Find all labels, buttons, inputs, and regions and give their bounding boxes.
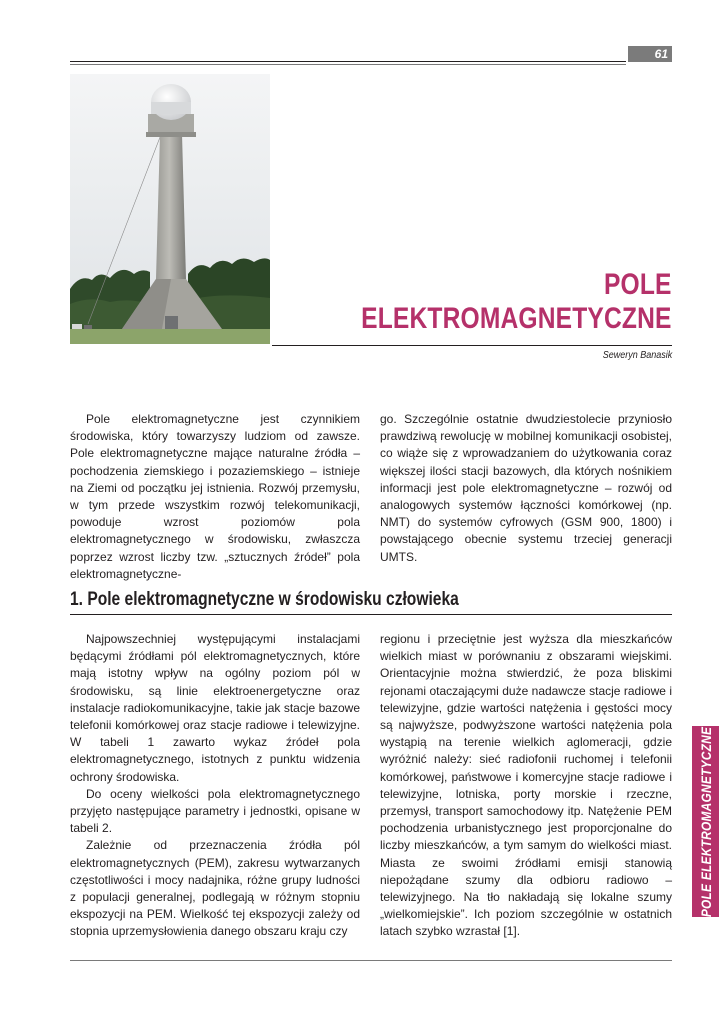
article-title [293,268,672,336]
footer-rule [70,960,672,961]
header-rule-thin [70,64,626,65]
title-line-2: ELEKTROMAGNETYCZNE [361,302,672,335]
side-tab [692,726,719,917]
page-number-box [628,46,672,62]
page-number: 61 [654,47,668,61]
section-heading: 1. Pole elektromagnetyczne w środowisku człowieka [70,589,459,610]
paragraph: Najpowszechniej występującymi instalacjami będącymi źródłami pól elektromagnetycznych, które mają istotny wpływ na ogólny poziom pól w środowisku, są linie elektroenergetyczne oraz instalacje radiokomunikacyjne, takie jak stacje bazowe telefonii komórkowej oraz stacje radiowe i telewizyjne. W tabeli 1 zawarto wykaz źródeł pola elektromagnetycznego, istotnych z punktu widzenia ochrony środowiska. [70,632,360,784]
paragraph: Zależnie od przeznaczenia źródła pól elektromagnetycznych (PEM), zakresu wytwarzanych częstotliwości i mocy nadajnika, różne grupy ludności z populacji generalnej, podlegają w różnym stopniu ekspozycji na PEM. Wielkość tej ekspozycji zależy od stopnia uprzemysłowienia danego obszaru kraju czy [70,838,360,939]
title-line-1: POLE [604,268,672,301]
paragraph: regionu i przeciętnie jest wyższa dla mieszkańców wielkich miast w porównaniu z obszarami wiejskimi. Orientacyjnie można stwierdzić, że poza bliskimi rejonami otaczającymi duże nadawcze stacje radiowe i telewizyjne, gdzie wartości natężenia i gęstości mocy są najwyższe, podwyższone wartości natężenia pola wystąpią na terenie wielkich aglomeracji, gdzie wyróżnić należy: sieć radiofonii ruchomej i telefonii komórkowej, państwowe i komercyjne stacje radiowe i telewizyjne, lotniska, porty morskie i rzeczne, przemysł, transport samochodowy itp. Natężenie PEM pochodzenia urbanistycznego jest proporcjonalne do liczby mieszkańców, a tym samym do wielkości miast. Miasta ze swoimi źródłami emisji stanowią niepożądane szumy dla odbioru radiowo – telewizyjnego. Na tło nakładają się lokalne szumy „wielkomiejskie”. Ich poziom szczególnie w ostatnich latach szybko wzrastał [1]. [380,632,672,939]
paragraph: Pole elektromagnetyczne jest czynnikiem środowiska, który towarzyszy ludziom od zawsze. Pole elektromagnetyczne mające naturalne źródła – pochodzenia ziemskiego i pozaziemskiego – istnieje na Ziemi od początku jej istnienia. Rozwój przemysłu, w tym przede wszystkim rozwój telekomunikacji, powoduje wzrost poziomów pola elektromagnetycznego w środowisku, zwłaszcza poprzez wzrost liczby tzw. „sztucznych źródeł” pola elektromagnetyczne- [70,412,360,581]
intro-left-column [70,411,360,583]
intro-right-column [380,411,672,566]
author: Seweryn Banasik [602,350,672,361]
title-rule [272,345,672,346]
paragraph: Do oceny wielkości pola elektromagnetycznego przyjęto następujące parametry i jednostki, opisane w tabeli 2. [70,786,360,836]
radar-tower-photo [70,74,270,344]
section-rule [70,614,672,615]
section-right-column [380,631,672,941]
header-rule [70,61,626,62]
side-tab-label: POLE ELEKTROMAGNETYCZNE [697,726,714,917]
section-left-column [70,631,360,941]
paragraph: go. Szczególnie ostatnie dwudziestolecie przyniosło prawdziwą rewolucję w mobilnej komunikacji osobistej, co wiąże się z wprowadzaniem do użytkowania coraz większej ilości stacji bazowych, dla których nośnikiem informacji jest pole elektromagnetyczne – rozwój od analogowych systemów łączności komórkowej (np. NMT) do systemów cyfrowych (GSM 900, 1800) i powstającego obecnie systemu trzeciej generacji UMTS. [380,412,672,564]
